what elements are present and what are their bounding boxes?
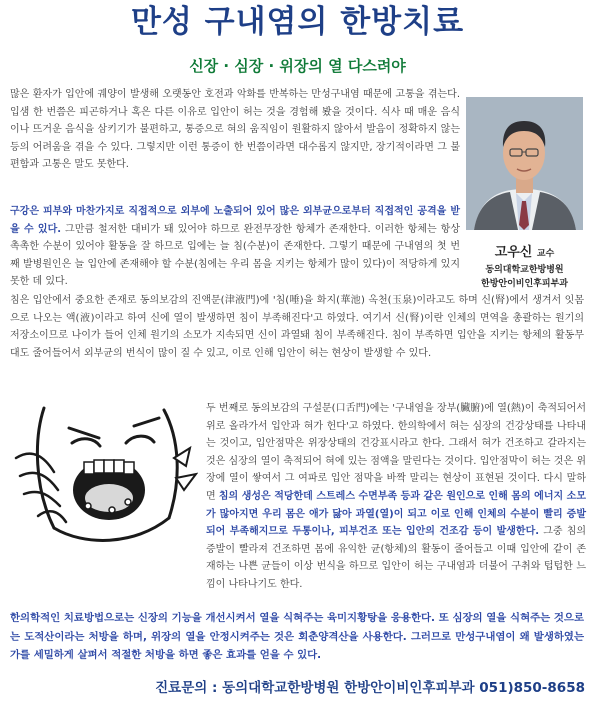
mouth-pain-illustration bbox=[14, 398, 198, 548]
paragraph-heat-part1 bbox=[206, 400, 586, 594]
paragraph-oral-defense bbox=[10, 203, 460, 291]
paragraph-saliva: 침은 입안에서 중요한 존재로 동의보감의 진액문(津液門)에 '침(唾)을 화지(華池) 옥천(玉泉)이라고도 하며 신(腎)에서 생겨서 잇몸으로 나오는 액(液)이라고 하여 신에 열이 발생하면 침이 부족해진다'고 하였다. 여기서 신(腎)이란 인체의 면역을 총괄하는 원기의 저장소이므로 나이가 들어 인체 원기의 소모가 지속되면 신이 과열돼 침이 부족해진다. 침이 부족하면 입안을 지키는 항체의 활동무대도 줄어들어서 외부균의 번식이 많이 질 수 있고, 이로 인해 입안이 허는 현상이 발생할 수 있다. bbox=[10, 295, 584, 359]
paragraph-intro: 많은 환자가 입안에 궤양이 발생해 오랫동안 호전과 악화를 반복하는 만성구내염 때문에 고통을 겪는다. 입샘 한 번쯤은 피곤하거나 혹은 다른 이유로 입안이 허는 것을 경험해 봤을 것이다. 식사 때 매운 음식이나 뜨거운 음식을 삼키기가 불편하고, 통증으로 혀의 움직임이 원활하지 않아서 발음이 정확하지 않는 등의 어려움을 겪을 수 있다. 그렇지만 이런 통증이 한 번쯤이라면 대수롭지 않지만, 장기적이라면 그 불편함과 고통은 말도 못한다. bbox=[10, 89, 460, 171]
doctor-affiliation-department: 한방안이비인후피부과 bbox=[481, 279, 568, 289]
contact-info: 진료문의 : 동의대학교한방병원 한방안이비인후피부과 051)850-8658 bbox=[155, 680, 585, 696]
paragraph-text: 그중 침의 증발이 빨라져 건조하면 몸에 유익한 균(항체)의 활동이 줄어들고 이때 입안에 같이 존재하는 나쁜 균들이 이상 번식을 하므로 입안이 허는 구내염과 더불어 구취와 텁텁한 느낌이 나타나기도 한다. bbox=[206, 526, 587, 590]
highlight-text: 구강은 피부와 마찬가지로 직접적으로 외부에 노출되어 있어 많은 외부균으로부터 직접적인 공격을 받을 수 있다. bbox=[10, 206, 460, 235]
article-subtitle: 신장 · 심장 · 위장의 열 다스려야 bbox=[189, 57, 406, 75]
doctor-photo bbox=[466, 97, 583, 230]
mouth-pain-icon bbox=[14, 398, 198, 548]
article-title: 만성 구내염의 한방치료 bbox=[130, 4, 465, 40]
doctor-affiliation-hospital: 동의대학교한방병원 bbox=[485, 265, 564, 275]
doctor-name-line bbox=[466, 241, 583, 260]
paragraph-text: 그만큼 철저한 대비가 돼 있어야 하므로 완전무장한 항체가 존재한다. 이러한 항체는 항상 촉촉한 수분이 있어야 활동을 잘 하므로 입에는 늘 침(수분)이 존재한다. 그렇기 때문에 구내염의 첫 번째 발병원인은 늘 입안에 존재해야 할 수분(침에는 우리 몸을 지키는 항체가 많이 있다)이 적당하게 있지 못한 데 있다. bbox=[10, 223, 460, 288]
paragraph-treatment: 한의학적인 치료방법으로는 신장의 기능을 개선시켜서 열을 식혀주는 육미지황탕을 응용한다. 또 심장의 열을 식혀주는 것으로는 도적산이라는 처방을 하며, 위장의 열을 안정시켜주는 것은 회춘양격산을 사용한다. 그러므로 만성구내염이 왜 발생하였는가를 세밀하게 살펴서 적절한 처방을 하면 좋은 효과를 얻을 수 있다. bbox=[10, 612, 584, 661]
doctor-title: 교수 bbox=[536, 249, 555, 259]
highlight-text: 침의 생성은 적당한데 스트레스 수면부족 등과 같은 원인으로 인해 몸의 에너지 소모가 많아지면 우리 몸은 애가 닳아 과열(열)이 되고 이로 인해 인체의 수분이 빨리 증발되어 부족해지므로 두통이나, 피부건조 또는 입안의 건조감 등이 발생한다. bbox=[206, 490, 586, 538]
paragraph-text: 두 번째로 동의보감의 구설문(口舌門)에는 '구내염을 장부(臟腑)에 열(熱)이 축적되어서 위로 올라가서 입안과 혀가 헌다'고 하였다. 한의학에서 혀는 심장의 건강상태를 나타내는 것이고, 입안점막은 위장상태의 건강표시라고 한다. 그래서 혀가 건조하고 갈라지는 것은 심장의 열이 축적되어 혀에 있는 점액을 말린다는 것이다. 입안점막이 허는 것은 위장에 열이 쌓여서 그 여파로 입안 점막을 바짝 말리는 현상이 표현된 것이다. 다시 말하면 bbox=[206, 403, 586, 502]
doctor-name: 고우신 bbox=[494, 245, 533, 260]
doctor-portrait-image bbox=[466, 97, 583, 230]
